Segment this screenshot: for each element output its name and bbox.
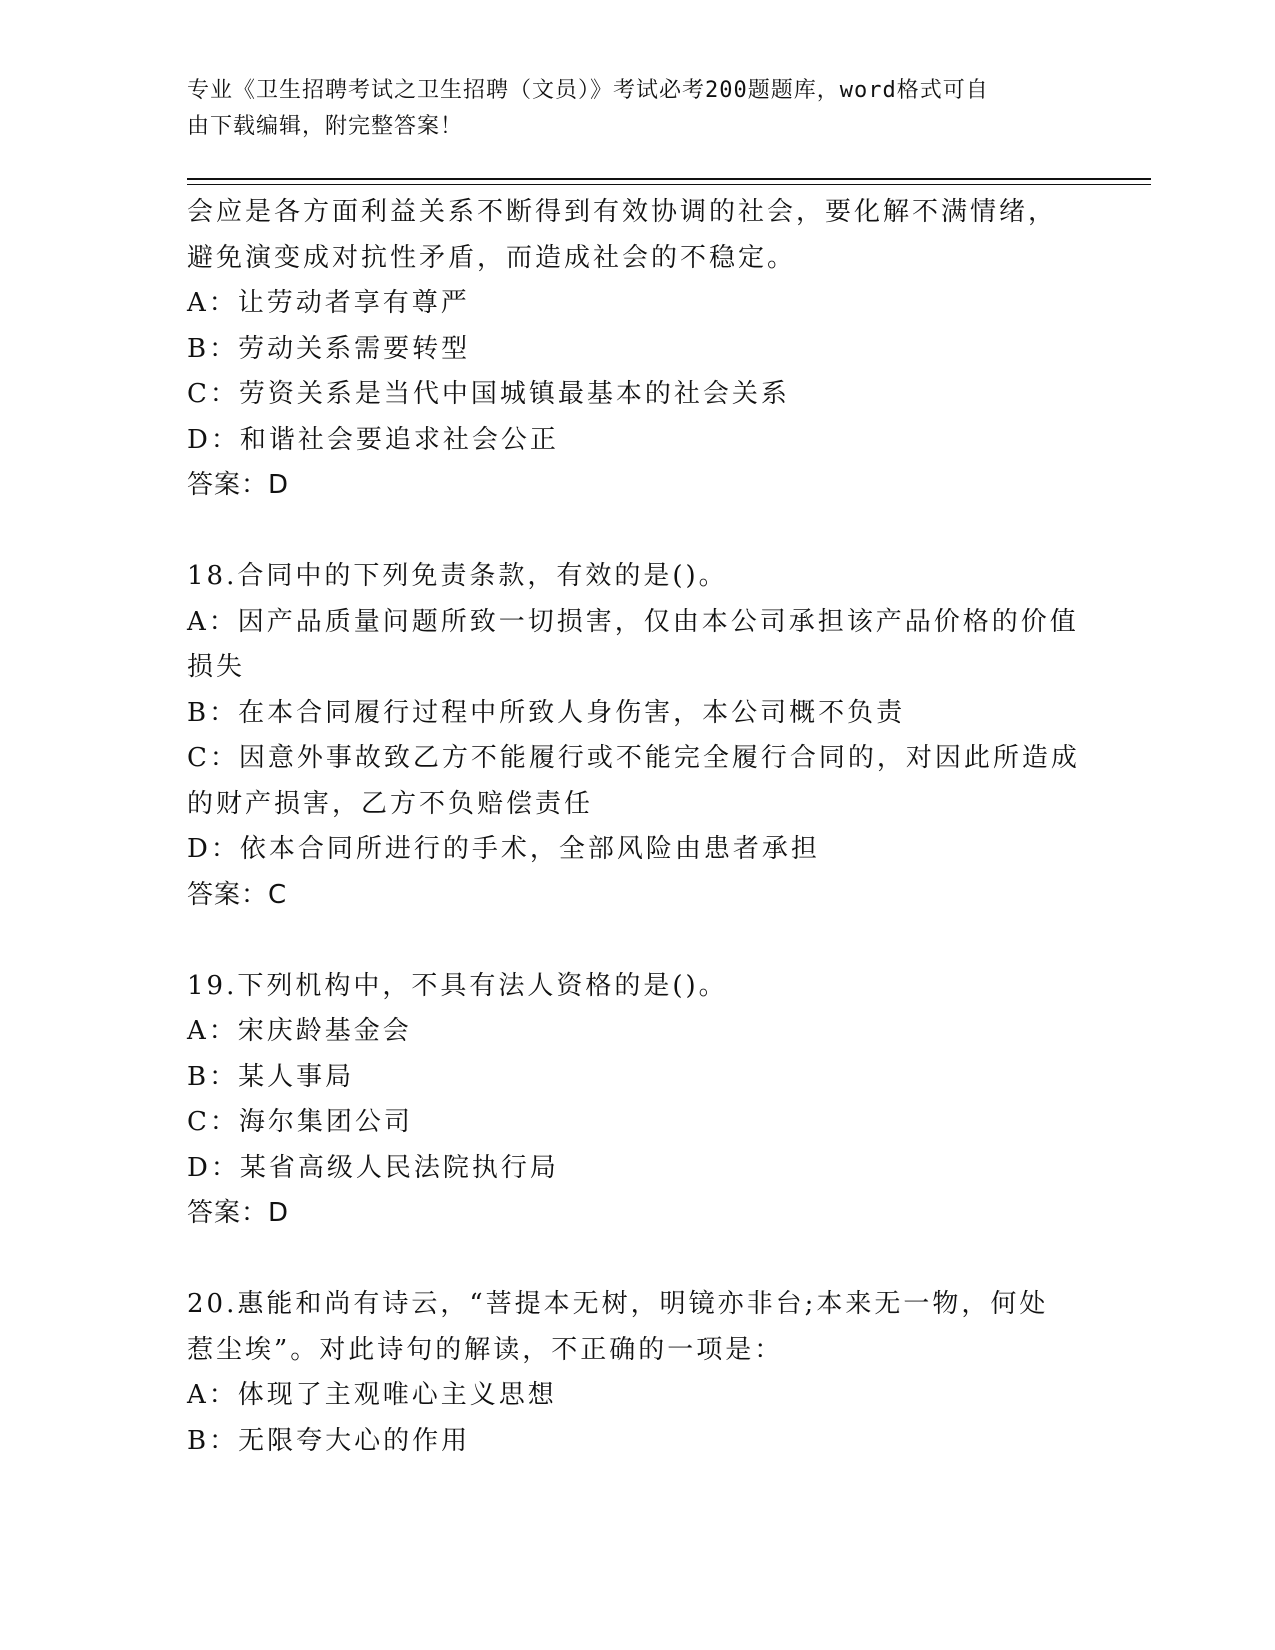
question-content [187, 190, 1087, 1464]
option-a: A：体现了主观唯心主义思想 [187, 1380, 557, 1410]
question-19 [187, 964, 1087, 1237]
question-17-continuation [187, 190, 1087, 509]
option-c: C：海尔集团公司 [187, 1107, 413, 1137]
stem-line: 避免演变成对抗性矛盾，而造成社会的不稳定。 [187, 242, 797, 273]
option-b: B：无限夸大心的作用 [187, 1425, 471, 1456]
option-a: A：因产品质量问题所致一切损害，仅由本公司承担该产品价格的价值 [187, 606, 1079, 637]
question-stem: 18.合同中的下列免责条款，有效的是()。 [187, 561, 728, 591]
stem-line: 会应是各方面利益关系不断得到有效协调的社会，要化解不满情绪， [187, 197, 1058, 227]
option-a: A：宋庆龄基金会 [187, 1016, 412, 1046]
answer-line: 答案：C [187, 879, 288, 910]
header-line: 由下载编辑，附完整答案！ [187, 114, 464, 139]
option-a-continued: 损失 [187, 652, 246, 682]
question-stem: 19.下列机构中，不具有法人资格的是()。 [187, 970, 728, 1001]
option-c-continued: 的财产损害，乙方不负赔偿责任 [187, 788, 594, 819]
question-stem: 20.惠能和尚有诗云，“菩提本无树，明镜亦非台;本来无一物，何处 [187, 1289, 1049, 1319]
option-a: A：让劳动者享有尊严 [187, 288, 470, 318]
header-line: 专业《卫生招聘考试之卫生招聘（文员）》考试必考200题题库，word格式可自 [187, 78, 989, 103]
option-c: C：因意外事故致乙方不能履行或不能完全履行合同的，对因此所造成 [187, 743, 1080, 773]
option-b: B：劳动关系需要转型 [187, 333, 471, 364]
answer-line: 答案：D [187, 470, 290, 500]
spacer [187, 1237, 1087, 1283]
option-b: B：某人事局 [187, 1061, 355, 1092]
header-rule-thin [187, 184, 1151, 185]
question-20 [187, 1282, 1087, 1464]
question-stem-continued: 惹尘埃”。对此诗句的解读，不正确的一项是： [187, 1334, 784, 1365]
option-c: C：劳资关系是当代中国城镇最基本的社会关系 [187, 379, 790, 409]
option-d: D：和谐社会要追求社会公正 [187, 424, 559, 455]
question-18 [187, 554, 1087, 918]
option-b: B：在本合同履行过程中所致人身伤害，本公司概不负责 [187, 697, 906, 728]
option-d: D：依本合同所进行的手术，全部风险由患者承担 [187, 834, 820, 864]
spacer [187, 918, 1087, 964]
spacer [187, 509, 1087, 555]
answer-line: 答案：D [187, 1198, 290, 1228]
page-header [187, 73, 1067, 145]
option-d: D：某省高级人民法院执行局 [187, 1152, 559, 1183]
header-rule-thick [187, 178, 1151, 180]
